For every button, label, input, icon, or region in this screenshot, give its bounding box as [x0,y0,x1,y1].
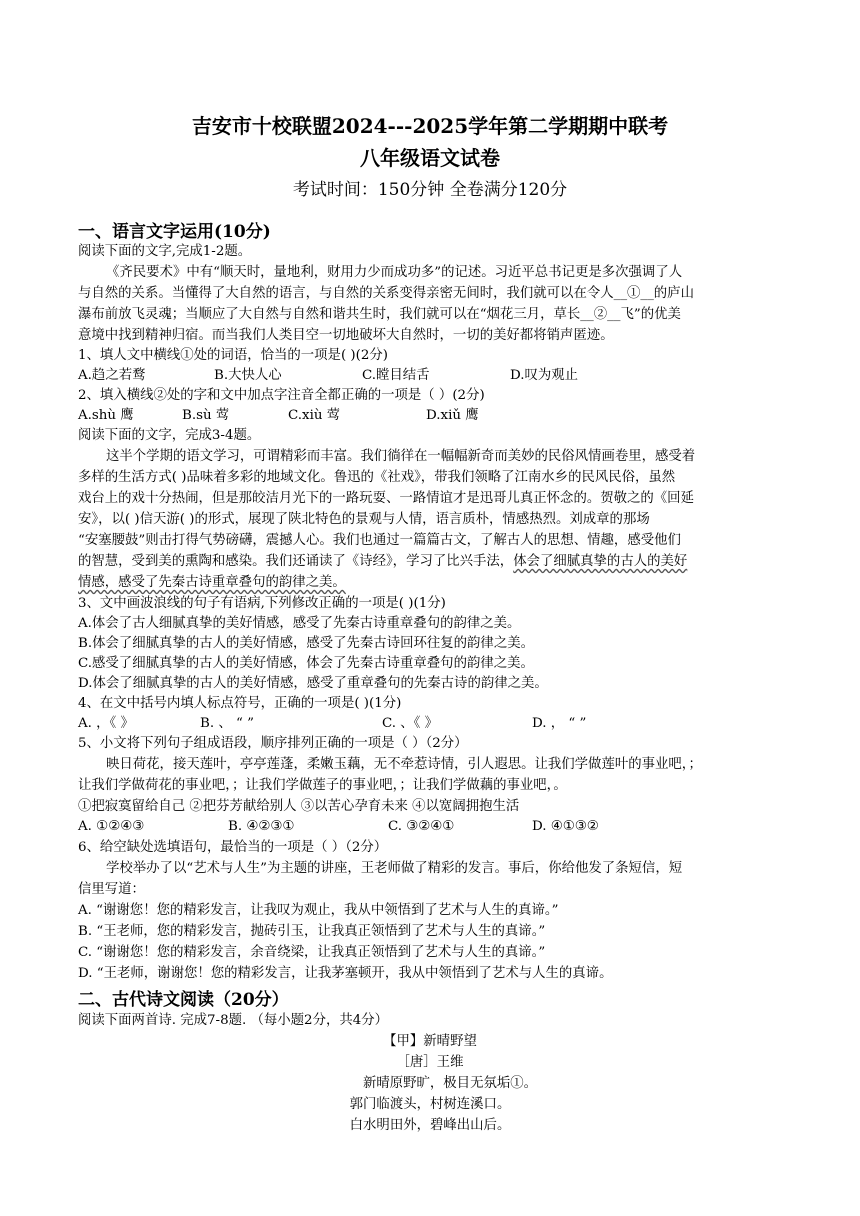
exam-title: 吉安市十校联盟2024---2025学年第二学期期中联考 [191,114,669,138]
q6-option-d: D. “王老师，谢谢您！您的精彩发言，让我茅塞顿开，我从中领悟到了艺术与人生的真谛。 [78,966,613,981]
q5-option-c: C. ③②④① [388,819,455,834]
reading-intro-2: 阅读下面的文字，完成3-4题。 [78,428,261,443]
poem-title: 【甲】新晴野望 [383,1034,477,1049]
q1-option-a: A.趋之若鹜 [78,368,146,383]
passage1-line3-text: 瀑布前放飞灵魂；当顺应了大自然与自然和谐共生时，我们就可以在“烟花三月，草长 [78,307,581,322]
q1-option-c: C.瞠目结舌 [362,368,430,383]
passage2-line4: 安》，以( )信天游( )的形式，展现了陕北特色的景观与人情，语言质朴，情感热烈。刘成章的那场 [78,512,650,527]
q6-context-line1: 学校举办了以“艺术与人生”为主题的讲座，王老师做了精彩的发言。事后，你给他发了条短信，短 [106,861,683,876]
passage1-line2 [78,284,694,304]
q5-passage-line1: 映日荷花，接天莲叶，亭亭莲蓬，柔嫩玉藕，无不牵惹诗情，引人遐思。让我们学做莲叶的事业吧，； [106,757,702,772]
q3-option-a: A.体会了古人细腻真挚的美好情感，感受了先秦古诗重章叠句的韵律之美。 [78,616,521,631]
question-2: 2、填入横线②处的字和文中加点字注音全都正确的一项是（ ）(2分) [78,388,485,403]
question-4-options [78,714,586,734]
passage1-line2-text: 与自然的关系。当懂得了大自然的语言，与自然的关系变得亲密无间时，我们就可以在令人 [78,286,614,301]
question-5-options [78,817,599,837]
question-3: 3、文中画波浪线的句子有语病,下列修改正确的一项是( )(1分) [78,596,446,611]
q1-option-b: B.大快人心 [214,368,282,383]
poem-line-3: 白水明田外，碧峰出山后。 [349,1118,511,1133]
passage1-line1: 《齐民要术》中有“顺天时，量地利，财用力少而成功多”的记述。习近平总书记更是多次强调了人 [106,265,683,280]
passage1-line4: 意境中找到精神归宿。而当我们人类目空一切地破坏大自然时，一切的美好都将销声匿迹。 [78,328,614,343]
blank-1: __①__ [613,286,654,301]
passage2-line2: 多样的生活方式( )品味着多彩的地域文化。鲁迅的《社戏》，带我们领略了江南水乡的民风民俗，虽然 [78,470,676,485]
passage2-line3: 戏台上的戏十分热闹，但是那皎洁月光下的一路玩耍、一路情谊才是迅哥儿真正怀念的。贺敬之的《回延 [78,491,694,506]
poem-author: ［唐］王维 [396,1055,464,1070]
q5-option-a: A. ①②④③ [78,819,145,834]
poem-reading-intro: 阅读下面两首诗. 完成7-8题. （每小题2分，共4分） [78,1013,389,1028]
section2-heading: 二、古代诗文阅读（20分） [78,990,289,1010]
passage2-line6 [78,552,687,572]
q6-option-b: B. “王老师，您的精彩发言，抛砖引玉，让我真正领悟到了艺术与人生的真谛。” [78,924,546,939]
question-1-options [78,366,578,386]
q3-option-b: B.体会了细腻真挚的古人的美好情感，感受了先秦古诗回环往复的韵律之美。 [78,636,534,651]
q5-passage-line2: 让我们学做荷花的事业吧，；让我们学做莲子的事业吧，；让我们学做藕的事业吧，。 [78,778,567,793]
passage1-line2-end: 的庐山 [653,286,694,301]
passage2-line7 [78,573,346,593]
question-2-options [78,406,479,426]
question-4: 4、在文中括号内填人标点符号，正确的一项是( )(1分) [78,696,402,711]
q4-option-c: C. 、《 》 [382,716,439,731]
passage2-line1: 这半个学期的语文学习，可谓精彩而丰富。我们徜徉在一幅幅新奇而美妙的民俗风情画卷里，感受着 [106,449,696,464]
wavy-underlined-sentence-end: 情感，感受了先秦古诗重章叠句的韵律之美。 [78,575,346,590]
exam-subject-title: 八年级语文试卷 [360,146,500,170]
question-5: 5、小文将下列句子组成语段，顺序排列正确的一项是（ ）（2分） [78,736,468,751]
poem-line-1: 新晴原野旷，极目无氛垢①。 [362,1076,538,1091]
q5-option-d: D. ④①③② [532,819,599,834]
wavy-underlined-sentence: 体会了细腻真挚的古人的美好 [513,554,688,569]
q4-option-b: B. 、 “ ” [200,716,254,731]
passage1-line3 [78,305,681,325]
q6-option-a: A. “谢谢您！您的精彩发言，让我叹为观止，我从中领悟到了艺术与人生的真谛。” [78,903,559,918]
q6-option-c: C. “谢谢您！您的精彩发言，余音绕梁，让我真正领悟到了艺术与人生的真谛。” [78,945,546,960]
q2-option-b: B.sù 莺 [182,408,230,423]
reading-intro-1: 阅读下面的文字,完成1-2题。 [78,244,252,259]
q5-sentence-items: ①把寂寞留给自己 ②把芬芳献给别人 ③以苦心孕育未来 ④以宽阔拥抱生活 [78,799,520,814]
q2-option-d: D.xiǔ 鹰 [426,408,479,423]
q4-option-d: D. ， “ ” [532,716,587,731]
q4-option-a: A. ，《 》 [78,716,134,731]
passage2-line6-text: 的智慧，受到美的熏陶和感染。我们还诵读了《诗经》，学习了比兴手法， [78,554,514,569]
blank-2: __②__ [580,307,621,322]
q2-option-c: C.xiù 莺 [288,408,341,423]
poem-line-2: 郭门临渡头，村树连溪口。 [349,1097,511,1112]
question-1: 1、填人文中横线①处的词语，恰当的一项是( )(2分) [78,348,389,363]
q1-option-d: D.叹为观止 [510,368,579,383]
q2-option-a: A.shù 鹰 [78,408,134,423]
section1-heading: 一、语言文字运用(10分) [78,222,271,242]
q3-option-d: D.体会了细腻真挚的古人的美好情感，感受了重章叠句的先秦古诗的韵律之美。 [78,676,548,691]
q3-option-c: C.感受了细腻真挚的古人的美好情感，体会了先秦古诗重章叠句的韵律之美。 [78,656,534,671]
question-6: 6、给空缺处选填语句，最恰当的一项是（ ）（2分） [78,840,388,855]
passage2-line5: “安塞腰鼓”则击打得气势磅礴，震撼人心。我们也通过一篇篇古文，了解古人的思想、情趣，感受他们 [78,533,681,548]
q6-context-line2: 信里写道： [78,882,145,897]
exam-time-info: 考试时间：150分钟 全卷满分120分 [292,180,568,200]
passage1-line3-end: 飞”的优美 [620,307,681,322]
q5-option-b: B. ④②③① [228,819,295,834]
